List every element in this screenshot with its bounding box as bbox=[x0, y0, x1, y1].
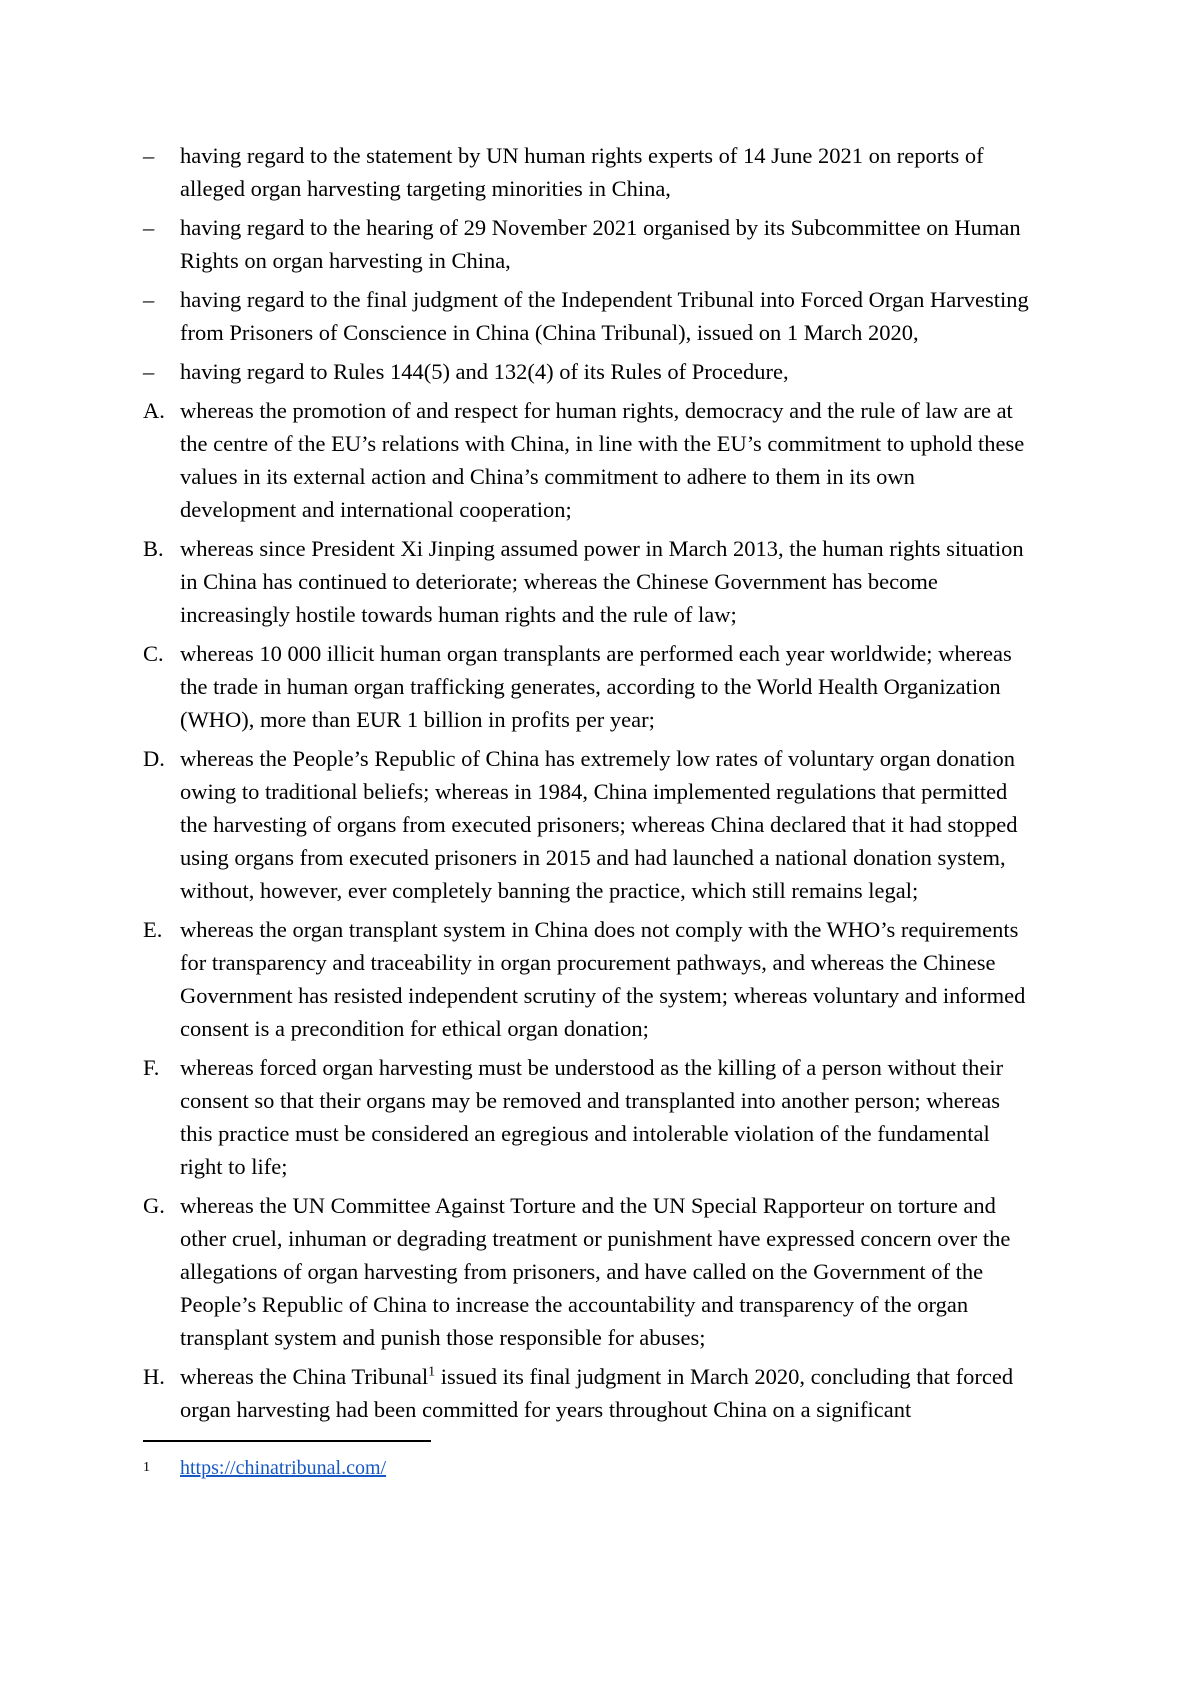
recital-text: whereas the organ transplant system in China does not comply with the WHO’s requirements for transparency and traceability in organ procurement pathways, and whereas the Chinese Government has resisted independent scrutiny of the system; whereas voluntary and informed consent is a precondition for ethical organ donation; bbox=[180, 917, 1026, 1041]
footnote-reference: 1 bbox=[428, 1364, 436, 1380]
footnote-link[interactable]: https://chinatribunal.com/ bbox=[180, 1457, 387, 1479]
citation-item-4 bbox=[143, 355, 1035, 388]
footnote bbox=[143, 1453, 1035, 1483]
recital-text bbox=[180, 1360, 1035, 1426]
citation-text: having regard to the hearing of 29 November 2021 organised by its Subcommittee on Human Rights on organ harvesting in China, bbox=[180, 215, 1021, 273]
recital-text: whereas the UN Committee Against Torture and the UN Special Rapporteur on torture and other cruel, inhuman or degrading treatment or punishment have expressed concern over the allegations of organ harvesting from prisoners, and have called on the Government of the People’s Republic of China to increase the accountability and transparency of the organ transplant system and punish those responsible for abuses; bbox=[180, 1193, 1011, 1350]
recital-letter: B. bbox=[143, 536, 164, 561]
recital-text: whereas 10 000 illicit human organ transplants are performed each year worldwide; whereas the trade in human organ trafficking generates, according to the World Health Organization (WHO), more than EUR 1 billion in profits per year; bbox=[180, 641, 1012, 732]
recital-F bbox=[143, 1051, 1035, 1183]
citation-item-3 bbox=[143, 283, 1035, 349]
recital-E bbox=[143, 913, 1035, 1045]
recital-D bbox=[143, 742, 1035, 907]
citation-text: having regard to the statement by UN human rights experts of 14 June 2021 on reports of alleged organ harvesting targeting minorities in China, bbox=[180, 143, 984, 201]
recital-A bbox=[143, 394, 1035, 526]
dash-bullet: – bbox=[143, 143, 155, 168]
recital-letter: F. bbox=[143, 1055, 160, 1080]
recital-B bbox=[143, 532, 1035, 631]
recital-H bbox=[143, 1360, 1035, 1426]
citation-item-2 bbox=[143, 211, 1035, 277]
recital-text-segment: issued its final judgment in March 2020, concluding that forced organ harvesting had been committed for years throughout China on a significant bbox=[180, 1364, 1014, 1422]
recital-letter: C. bbox=[143, 641, 164, 666]
recital-text: whereas since President Xi Jinping assumed power in March 2013, the human rights situation in China has continued to deteriorate; whereas the Chinese Government has become increasingly hostile towards human rights and the rule of law; bbox=[180, 536, 1024, 627]
footnote-separator bbox=[143, 1440, 431, 1442]
citation-text: having regard to Rules 144(5) and 132(4) of its Rules of Procedure, bbox=[180, 359, 789, 384]
recital-text: whereas forced organ harvesting must be understood as the killing of a person without their consent so that their organs may be removed and transplanted into another person; whereas this practice must be considered an egregious and intolerable violation of the fundamental right to life; bbox=[180, 1055, 1004, 1179]
dash-bullet: – bbox=[143, 215, 155, 240]
recital-C bbox=[143, 637, 1035, 736]
dash-bullet: – bbox=[143, 287, 155, 312]
recital-letter: E. bbox=[143, 917, 163, 942]
footnote-number: 1 bbox=[143, 1460, 150, 1475]
document-body bbox=[143, 139, 1035, 1483]
recital-letter: D. bbox=[143, 746, 165, 771]
recital-text: whereas the promotion of and respect for human rights, democracy and the rule of law are at the centre of the EU’s relations with China, in line with the EU’s commitment to uphold these values in its external action and China’s commitment to adhere to them in its own development and international cooperation; bbox=[180, 398, 1025, 522]
recital-letter: A. bbox=[143, 398, 165, 423]
recital-text-segment: whereas the China Tribunal bbox=[180, 1364, 429, 1389]
recital-text: whereas the People’s Republic of China has extremely low rates of voluntary organ donation owing to traditional beliefs; whereas in 1984, China implemented regulations that permitted the harvesting of organs from executed prisoners; whereas China declared that it had stopped using organs from executed prisoners in 2015 and had launched a national donation system, without, however, ever completely banning the practice, which still remains legal; bbox=[180, 746, 1018, 903]
recital-letter: H. bbox=[143, 1364, 165, 1389]
citation-item-1 bbox=[143, 139, 1035, 205]
citation-text: having regard to the final judgment of the Independent Tribunal into Forced Organ Harvesting from Prisoners of Conscience in China (China Tribunal), issued on 1 March 2020, bbox=[180, 287, 1029, 345]
recital-letter: G. bbox=[143, 1193, 165, 1218]
dash-bullet: – bbox=[143, 359, 155, 384]
recital-G bbox=[143, 1189, 1035, 1354]
